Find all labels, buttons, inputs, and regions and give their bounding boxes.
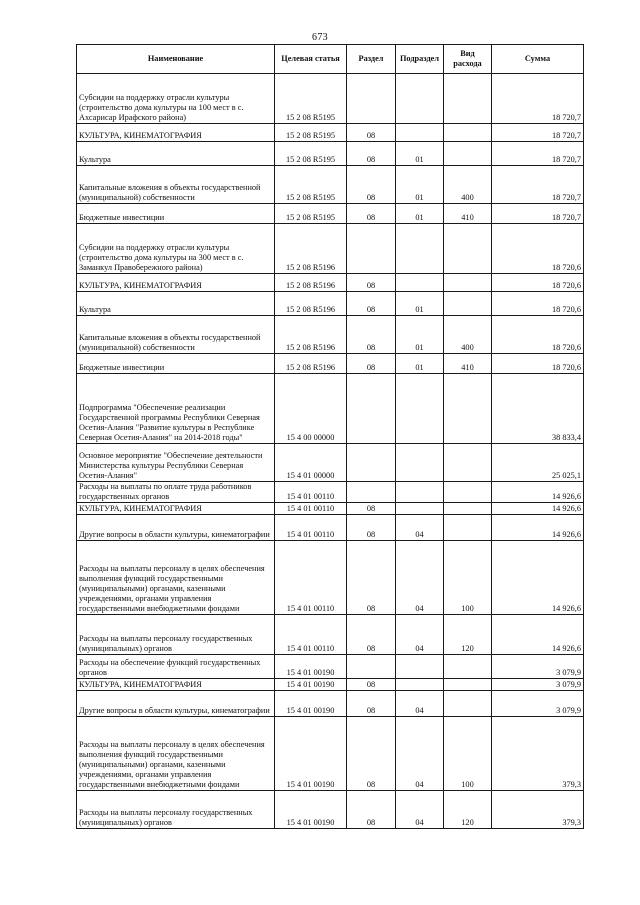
row-target-article: 15 4 01 00190 xyxy=(275,690,347,716)
row-subsection: 04 xyxy=(396,790,444,828)
row-expense-type xyxy=(444,224,492,274)
row-sum: 14 926,6 xyxy=(492,514,584,540)
table-row xyxy=(77,514,584,540)
row-expense-type: 120 xyxy=(444,614,492,654)
row-name: Подпрограмма "Обеспечение реализации Государственной программы Республики Северная Осетия-Алания "Развитие культуры в Республике Северная Осетия-Алания" на 2014-2018 годы" xyxy=(77,374,275,444)
row-target-article: 15 4 01 00190 xyxy=(275,678,347,690)
row-target-article: 15 4 01 00110 xyxy=(275,514,347,540)
row-sum: 38 833,4 xyxy=(492,374,584,444)
row-subsection: 01 xyxy=(396,316,444,354)
row-target-article: 15 2 08 R5196 xyxy=(275,316,347,354)
row-expense-type: 400 xyxy=(444,316,492,354)
row-subsection: 01 xyxy=(396,166,444,204)
row-section: 08 xyxy=(347,204,396,224)
row-name: Основное мероприятие "Обеспечение деятельности Министерства культуры Республики Северная Осетия-Алания" xyxy=(77,444,275,482)
row-sum: 18 720,6 xyxy=(492,292,584,316)
row-sum: 379,3 xyxy=(492,716,584,790)
row-sum: 18 720,6 xyxy=(492,274,584,292)
row-subsection: 01 xyxy=(396,204,444,224)
row-expense-type xyxy=(444,374,492,444)
table-row xyxy=(77,274,584,292)
row-subsection xyxy=(396,224,444,274)
row-section: 08 xyxy=(347,678,396,690)
row-subsection xyxy=(396,74,444,124)
row-section: 08 xyxy=(347,690,396,716)
row-name: КУЛЬТУРА, КИНЕМАТОГРАФИЯ xyxy=(77,124,275,142)
row-target-article: 15 2 08 R5195 xyxy=(275,124,347,142)
row-target-article: 15 4 01 00110 xyxy=(275,614,347,654)
table-row xyxy=(77,204,584,224)
row-name: Бюджетные инвестиции xyxy=(77,204,275,224)
row-expense-type xyxy=(444,444,492,482)
row-expense-type xyxy=(444,274,492,292)
table-row xyxy=(77,354,584,374)
row-subsection: 01 xyxy=(396,354,444,374)
row-expense-type xyxy=(444,678,492,690)
row-subsection: 04 xyxy=(396,690,444,716)
row-expense-type xyxy=(444,482,492,503)
row-sum: 18 720,7 xyxy=(492,124,584,142)
table-row xyxy=(77,74,584,124)
row-section: 08 xyxy=(347,316,396,354)
row-target-article: 15 2 08 R5196 xyxy=(275,224,347,274)
row-name: Другие вопросы в области культуры, кинематографии xyxy=(77,514,275,540)
table-row xyxy=(77,316,584,354)
row-name: Расходы на выплаты персоналу государственных (муниципальных) органов xyxy=(77,614,275,654)
header-target-article: Целевая статья xyxy=(275,45,347,74)
table-row xyxy=(77,678,584,690)
row-section: 08 xyxy=(347,292,396,316)
row-sum: 3 079,9 xyxy=(492,690,584,716)
table-row xyxy=(77,224,584,274)
row-sum: 14 926,6 xyxy=(492,482,584,503)
table-row xyxy=(77,502,584,514)
row-sum: 18 720,6 xyxy=(492,316,584,354)
row-target-article: 15 2 08 R5195 xyxy=(275,204,347,224)
row-subsection: 04 xyxy=(396,540,444,614)
row-target-article: 15 2 08 R5196 xyxy=(275,354,347,374)
table-row xyxy=(77,444,584,482)
table-row xyxy=(77,142,584,166)
row-sum: 18 720,7 xyxy=(492,166,584,204)
row-name: Субсидии на поддержку отрасли культуры (строительство дома культуры на 100 мест в с. Ахсарисар Ирафского района) xyxy=(77,74,275,124)
header-subsection: Подраздел xyxy=(396,45,444,74)
row-expense-type xyxy=(444,654,492,678)
row-sum: 3 079,9 xyxy=(492,678,584,690)
row-subsection xyxy=(396,482,444,503)
row-expense-type xyxy=(444,292,492,316)
row-expense-type xyxy=(444,142,492,166)
row-sum: 25 025,1 xyxy=(492,444,584,482)
table-row xyxy=(77,690,584,716)
row-section: 08 xyxy=(347,124,396,142)
row-section: 08 xyxy=(347,274,396,292)
row-sum: 18 720,6 xyxy=(492,354,584,374)
row-sum: 379,3 xyxy=(492,790,584,828)
row-section: 08 xyxy=(347,790,396,828)
row-target-article: 15 4 01 00190 xyxy=(275,716,347,790)
row-name: Расходы на выплаты персоналу государственных (муниципальных) органов xyxy=(77,790,275,828)
row-subsection xyxy=(396,502,444,514)
row-expense-type xyxy=(444,690,492,716)
row-target-article: 15 4 01 00190 xyxy=(275,790,347,828)
row-target-article: 15 2 08 R5195 xyxy=(275,74,347,124)
row-section xyxy=(347,482,396,503)
row-sum: 14 926,6 xyxy=(492,502,584,514)
row-name: Субсидии на поддержку отрасли культуры (строительство дома культуры на 300 мест в с. Заманкул Правобережного района) xyxy=(77,224,275,274)
table-header-row xyxy=(77,45,584,74)
row-section: 08 xyxy=(347,540,396,614)
header-name: Наименование xyxy=(77,45,275,74)
table-row xyxy=(77,482,584,503)
row-subsection xyxy=(396,124,444,142)
row-section: 08 xyxy=(347,614,396,654)
table-row xyxy=(77,614,584,654)
row-sum: 18 720,7 xyxy=(492,142,584,166)
row-name: Расходы на выплаты персоналу в целях обеспечения выполнения функций государственными (муниципальными) органами, казенными учреждениями, органами управления государственными внебюджетными фондами xyxy=(77,716,275,790)
row-target-article: 15 2 08 R5195 xyxy=(275,142,347,166)
row-section: 08 xyxy=(347,502,396,514)
row-subsection xyxy=(396,274,444,292)
row-name: КУЛЬТУРА, КИНЕМАТОГРАФИЯ xyxy=(77,274,275,292)
table-row xyxy=(77,716,584,790)
row-target-article: 15 4 00 00000 xyxy=(275,374,347,444)
budget-table xyxy=(76,44,584,829)
row-name: Культура xyxy=(77,292,275,316)
row-target-article: 15 4 01 00190 xyxy=(275,654,347,678)
row-section: 08 xyxy=(347,142,396,166)
table-row xyxy=(77,124,584,142)
row-expense-type xyxy=(444,124,492,142)
row-target-article: 15 4 01 00110 xyxy=(275,502,347,514)
table-row xyxy=(77,654,584,678)
header-expense-type: Вид расхода xyxy=(444,45,492,74)
table-row xyxy=(77,292,584,316)
row-name: Расходы на выплаты по оплате труда работников государственных органов xyxy=(77,482,275,503)
row-name: КУЛЬТУРА, КИНЕМАТОГРАФИЯ xyxy=(77,502,275,514)
header-sum: Сумма xyxy=(492,45,584,74)
row-name: Бюджетные инвестиции xyxy=(77,354,275,374)
row-subsection xyxy=(396,654,444,678)
row-section xyxy=(347,374,396,444)
page-number: 673 xyxy=(312,32,328,43)
row-expense-type xyxy=(444,514,492,540)
row-name: КУЛЬТУРА, КИНЕМАТОГРАФИЯ xyxy=(77,678,275,690)
row-expense-type: 100 xyxy=(444,540,492,614)
row-expense-type: 100 xyxy=(444,716,492,790)
row-section: 08 xyxy=(347,716,396,790)
row-subsection xyxy=(396,444,444,482)
row-expense-type: 400 xyxy=(444,166,492,204)
row-subsection: 04 xyxy=(396,716,444,790)
row-sum: 18 720,7 xyxy=(492,204,584,224)
row-name: Другие вопросы в области культуры, кинематографии xyxy=(77,690,275,716)
table-row xyxy=(77,540,584,614)
row-name: Капитальные вложения в объекты государственной (муниципальной) собственности xyxy=(77,316,275,354)
row-target-article: 15 2 08 R5196 xyxy=(275,274,347,292)
row-target-article: 15 2 08 R5195 xyxy=(275,166,347,204)
row-subsection xyxy=(396,678,444,690)
row-target-article: 15 4 01 00110 xyxy=(275,482,347,503)
row-subsection: 01 xyxy=(396,292,444,316)
table-row xyxy=(77,790,584,828)
row-subsection: 04 xyxy=(396,614,444,654)
row-subsection: 01 xyxy=(396,142,444,166)
row-expense-type: 410 xyxy=(444,204,492,224)
row-subsection xyxy=(396,374,444,444)
row-subsection: 04 xyxy=(396,514,444,540)
row-name: Расходы на обеспечение функций государственных органов xyxy=(77,654,275,678)
row-section xyxy=(347,444,396,482)
row-expense-type xyxy=(444,502,492,514)
row-sum: 18 720,7 xyxy=(492,74,584,124)
row-sum: 14 926,6 xyxy=(492,614,584,654)
row-expense-type: 120 xyxy=(444,790,492,828)
row-name: Расходы на выплаты персоналу в целях обеспечения выполнения функций государственными (муниципальными) органами, казенными учреждениями, органами управления государственными внебюджетными фондами xyxy=(77,540,275,614)
table-row xyxy=(77,166,584,204)
row-name: Культура xyxy=(77,142,275,166)
row-sum: 14 926,6 xyxy=(492,540,584,614)
table-row xyxy=(77,374,584,444)
row-expense-type: 410 xyxy=(444,354,492,374)
row-section: 08 xyxy=(347,514,396,540)
row-target-article: 15 2 08 R5196 xyxy=(275,292,347,316)
header-section: Раздел xyxy=(347,45,396,74)
row-section xyxy=(347,74,396,124)
row-sum: 18 720,6 xyxy=(492,224,584,274)
row-section: 08 xyxy=(347,354,396,374)
row-target-article: 15 4 01 00000 xyxy=(275,444,347,482)
row-section xyxy=(347,654,396,678)
row-section: 08 xyxy=(347,166,396,204)
row-expense-type xyxy=(444,74,492,124)
row-sum: 3 079,9 xyxy=(492,654,584,678)
row-section xyxy=(347,224,396,274)
row-target-article: 15 4 01 00110 xyxy=(275,540,347,614)
row-name: Капитальные вложения в объекты государственной (муниципальной) собственности xyxy=(77,166,275,204)
